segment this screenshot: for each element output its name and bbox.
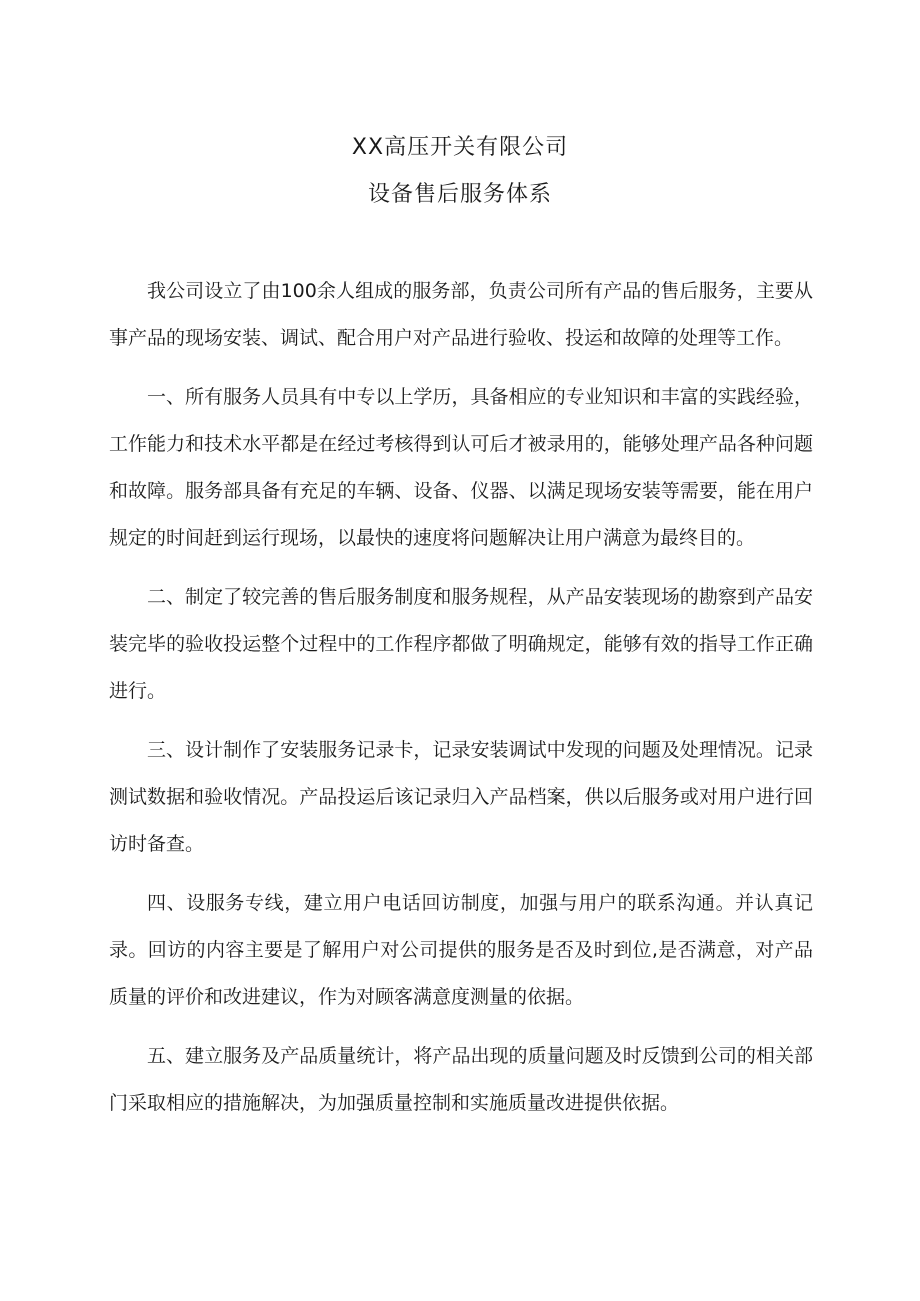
document-title-subject: 设备售后服务体系 — [367, 182, 552, 207]
document-title-company: XX高压开关有限公司 — [351, 135, 569, 160]
paragraph-item-2: 二、制定了较完善的售后服务制度和服务规程，从产品安装现场的勘察到产品安装完毕的验收投运整个过程中的工作程序都做了明确规定，能够有效的指导工作正确进行。 — [109, 586, 813, 702]
paragraph-item-4: 四、设服务专线，建立用户电话回访制度，加强与用户的联系沟通。并认真记录。回访的内容主要是了解用户对公司提供的服务是否及时到位,是否满意，对产品质量的评价和改进建议，作为对顾客满意度测量的依据。 — [109, 892, 813, 1008]
paragraph-item-5: 五、建立服务及产品质量统计，将产品出现的质量问题及时反馈到公司的相关部门采取相应的措施解决，为加强质量控制和实施质量改进提供依据。 — [109, 1045, 813, 1114]
document-body — [109, 268, 813, 1139]
paragraph-item-1: 一、所有服务人员具有中专以上学历，具备相应的专业知识和丰富的实践经验，工作能力和技术水平都是在经过考核得到认可后才被录用的，能够处理产品各种问题和故障。服务部具备有充足的车辆、设备、仪器、以满足现场安装等需要，能在用户规定的时间赶到运行现场，以最快的速度将问题解决让用户满意为最终目的。 — [109, 386, 813, 549]
paragraph-item-3: 三、设计制作了安装服务记录卡，记录安装调试中发现的问题及处理情况。记录测试数据和验收情况。产品投运后该记录归入产品档案，供以后服务或对用户进行回访时备查。 — [109, 739, 813, 855]
paragraph-intro: 我公司设立了由100余人组成的服务部，负责公司所有产品的售后服务，主要从事产品的现场安装、调试、配合用户对产品进行验收、投运和故障的处理等工作。 — [109, 280, 813, 349]
